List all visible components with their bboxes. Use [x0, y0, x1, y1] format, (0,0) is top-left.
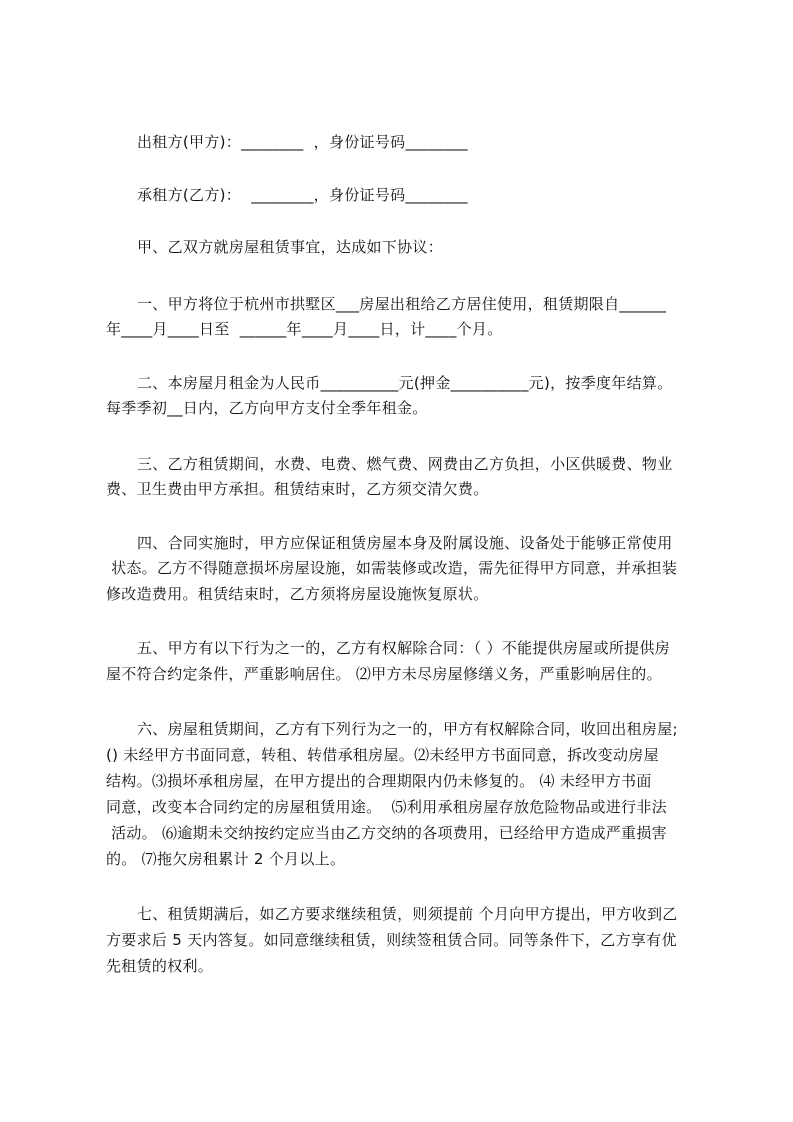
clause-line: 一、甲方将位于杭州市拱墅区___房屋出租给乙方居住使用，租赁期限自______	[137, 295, 667, 313]
clause-line: 结构。⑶损坏承租房屋，在甲方提出的合理期限内仍未修复的。 ⑷ 未经甲方书面	[106, 772, 652, 790]
intro-line: 甲、乙双方就房屋租赁事宜，达成如下协议：	[137, 238, 444, 256]
clause-line: 先租赁的权利。	[106, 957, 214, 975]
lessor-line: 出租方(甲方)：________ ，身份证号码________	[137, 133, 468, 151]
clause-line: 屋不符合约定条件，严重影响居住。 ⑵甲方未尽房屋修缮义务，严重影响居住的。	[106, 665, 662, 683]
clause-line: 五、甲方有以下行为之一的，乙方有权解除合同：（ ）不能提供房屋或所提供房	[137, 639, 671, 657]
clause-line: 方要求后 5 天内答复。如同意继续租赁，则续签租赁合同。同等条件下，乙方享有优	[106, 931, 677, 949]
lessee-line: 承租方(乙方)： ________，身份证号码________	[137, 186, 468, 204]
clause-line: 四、合同实施时，甲方应保证租赁房屋本身及附属设施、设备处于能够正常使用	[137, 534, 673, 552]
clause-line: 费、卫生费由甲方承担。租赁结束时，乙方须交清欠费。	[106, 480, 489, 498]
clause-line: 年____月____日至 ______年____月____日，计____个月。	[106, 320, 503, 338]
clause-line: 修改造费用。租赁结束时，乙方须将房屋设施恢复原状。	[106, 585, 489, 603]
clause-line: () 未经甲方书面同意，转租、转借承租房屋。⑵未经甲方书面同意，拆改变动房屋	[106, 746, 659, 764]
clause-line: 的。 ⑺拖欠房租累计 2 个月以上。	[106, 850, 346, 868]
clause-line: 状态。乙方不得随意损坏房屋设施，如需装修或改造，需先征得甲方同意，并承担装	[106, 559, 678, 577]
clause-line: 活动。 ⑹逾期未交纳按约定应当由乙方交纳的各项费用，已经给甲方造成严重损害	[106, 824, 667, 842]
clause-line: 每季季初__日内，乙方向甲方支付全季年租金。	[106, 399, 428, 417]
clause-line: 三、乙方租赁期间，水费、电费、燃气费、网费由乙方负担，小区供暖费、物业	[137, 455, 673, 473]
clause-line: 二、本房屋月租金为人民币__________元(押金__________元)，按季度年结算。	[137, 374, 673, 392]
clause-line: 七、租赁期满后，如乙方要求继续租赁，则须提前 个月向甲方提出，甲方收到乙	[137, 905, 678, 923]
clause-line: 六、房屋租赁期间，乙方有下列行为之一的，甲方有权解除合同，收回出租房屋;	[137, 720, 678, 738]
clause-line: 同意，改变本合同约定的房屋租赁用途。 ⑸利用承租房屋存放危险物品或进行非法	[106, 798, 667, 816]
